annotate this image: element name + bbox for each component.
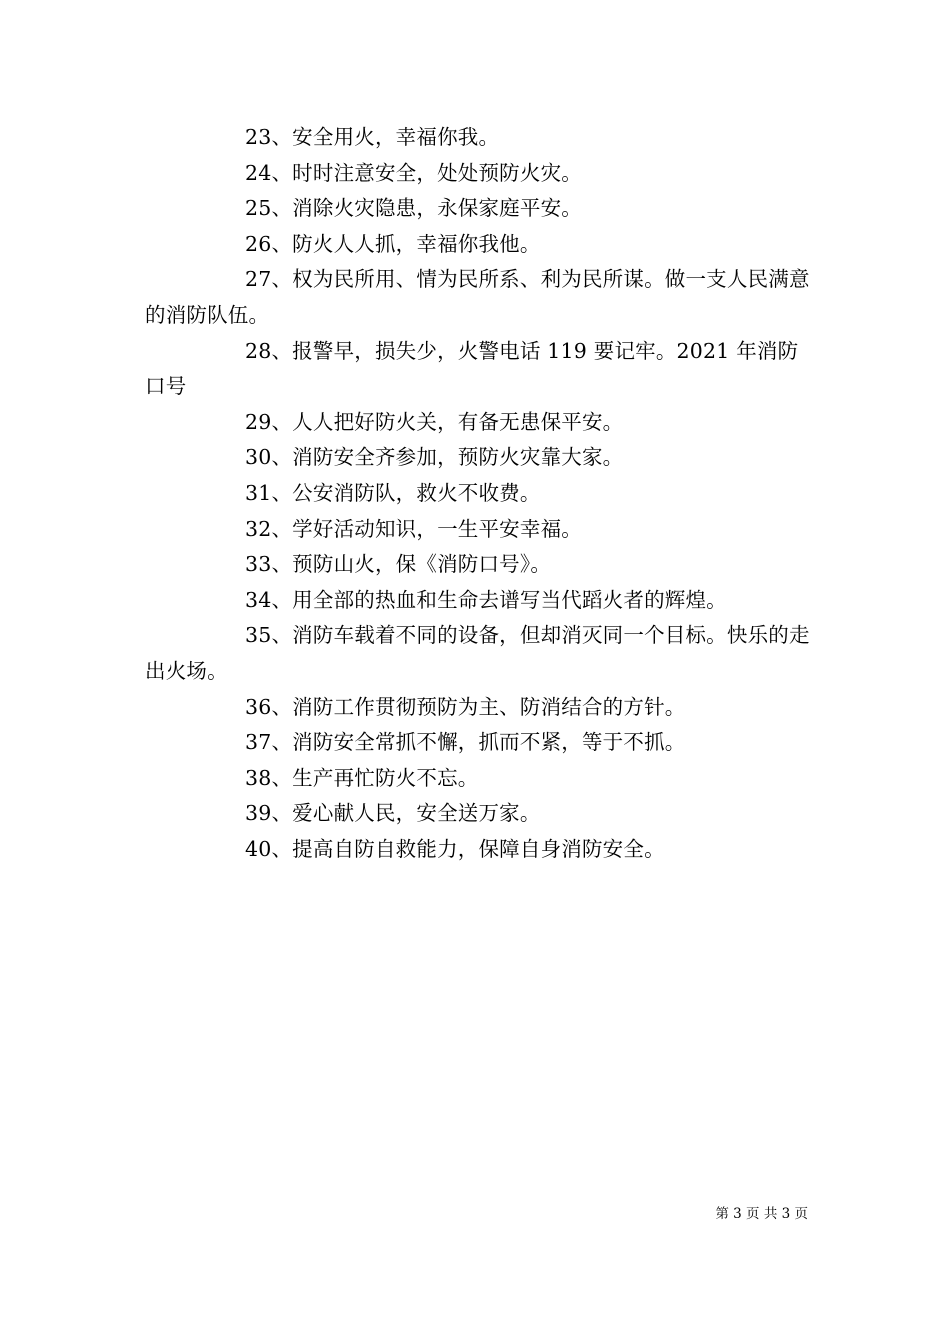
slogan-paragraph: 29、人人把好防火关，有备无患保平安。	[245, 409, 624, 434]
slogan-paragraph: 36、消防工作贯彻预防为主、防消结合的方针。	[245, 694, 686, 719]
slogan-paragraph: 31、公安消防队，救火不收费。	[245, 480, 541, 505]
slogan-paragraph: 33、预防山火，保《消防口号》。	[245, 552, 552, 577]
slogan-paragraph: 39、爱心献人民，安全送万家。	[245, 801, 541, 826]
slogan-paragraph: 30、消防安全齐参加，预防火灾靠大家。	[245, 445, 624, 470]
slogan-paragraph: 37、消防安全常抓不懈，抓而不紧，等于不抓。	[245, 730, 686, 755]
slogan-paragraph: 35、消防车载着不同的设备，但却消灭同一个目标。快乐的走出火场。	[145, 623, 810, 683]
document-body	[145, 120, 810, 867]
page-number-footer: 第 3 页 共 3 页	[715, 1206, 808, 1222]
slogan-paragraph: 23、安全用火，幸福你我。	[245, 125, 500, 149]
slogan-paragraph: 26、防火人人抓，幸福你我他。	[245, 231, 541, 256]
slogan-paragraph: 40、提高自防自救能力，保障自身消防安全。	[245, 836, 665, 861]
slogan-paragraph: 38、生产再忙防火不忘。	[245, 765, 479, 790]
slogan-paragraph: 28、报警早，损失少，火警电话 119 要记牢。2021 年消防口号	[145, 338, 799, 399]
slogan-paragraph: 27、权为民所用、情为民所系、利为民所谋。做一支人民满意的消防队伍。	[145, 267, 810, 327]
slogan-paragraph: 32、学好活动知识，一生平安幸福。	[245, 516, 582, 541]
slogan-paragraph: 25、消除火灾隐患，永保家庭平安。	[245, 196, 582, 221]
slogan-paragraph: 24、时时注意安全，处处预防火灾。	[245, 160, 582, 185]
slogan-paragraph: 34、用全部的热血和生命去谱写当代蹈火者的辉煌。	[245, 587, 727, 612]
